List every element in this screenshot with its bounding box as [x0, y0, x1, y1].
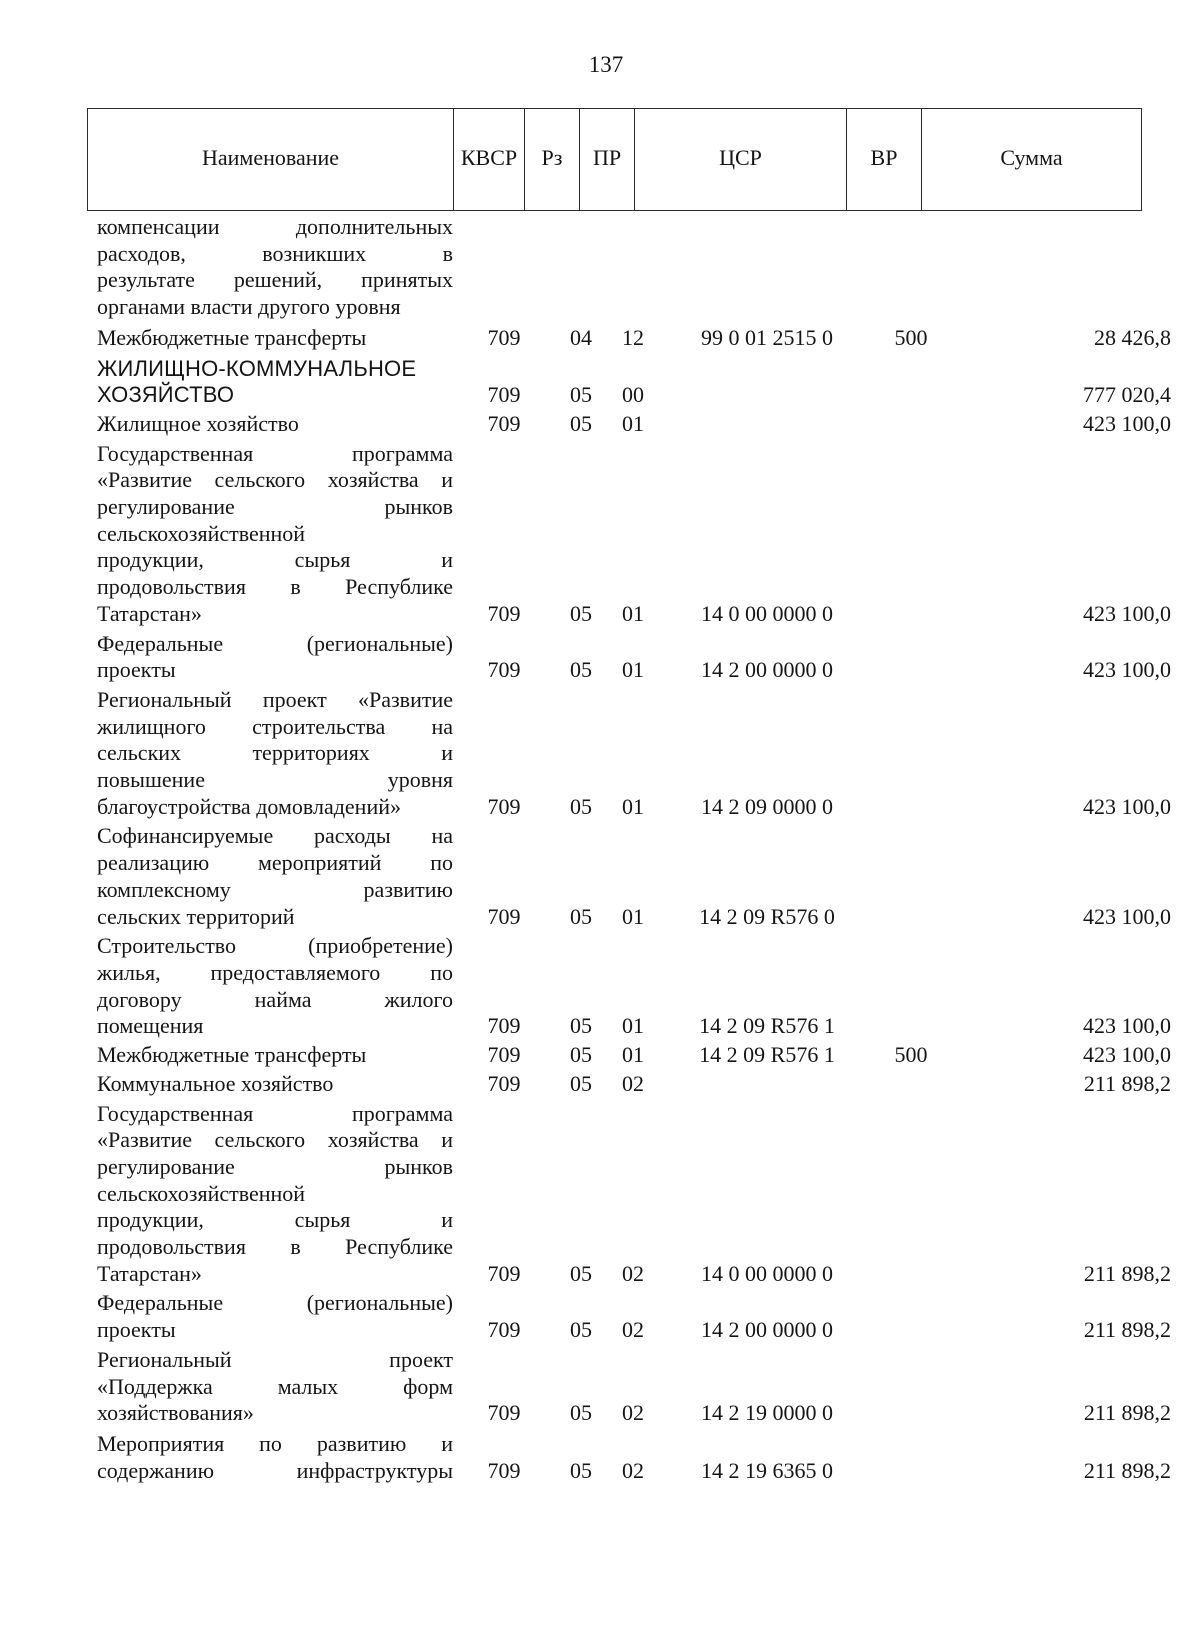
- cell-rz: 05: [570, 1070, 592, 1096]
- cell-csr: 14 2 00 0000 0: [701, 657, 833, 683]
- table-header: [87, 108, 1142, 211]
- table-row: [0, 1290, 1200, 1343]
- cell-kvsr: 709: [487, 793, 521, 819]
- cell-csr: 14 0 00 0000 0: [701, 1260, 833, 1286]
- cell-pr: 02: [622, 1400, 644, 1426]
- cell-pr: 01: [622, 793, 644, 819]
- cell-kvsr: 709: [487, 1457, 521, 1483]
- table-row: [0, 356, 1200, 409]
- cell-vr: 500: [894, 324, 928, 350]
- cell-name-line: Межбюджетные трансферты: [97, 324, 367, 350]
- cell-name-line: Межбюджетные трансферты: [97, 1042, 367, 1068]
- cell-sum: 211 898,2: [1083, 1317, 1171, 1343]
- cell-pr: 01: [622, 410, 644, 436]
- table-row: [0, 823, 1200, 930]
- table-row: [0, 1101, 1200, 1288]
- cell-name-line: «Развитие сельского хозяйства и: [97, 467, 453, 493]
- cell-pr: 02: [622, 1457, 644, 1483]
- cell-sum: 423 100,0: [1083, 410, 1171, 436]
- cell-sum: 211 898,2: [1083, 1070, 1171, 1096]
- cell-name-line: содержанию инфраструктуры: [97, 1457, 453, 1483]
- cell-name-line: Мероприятия по развитию и: [97, 1430, 453, 1456]
- cell-name: [97, 411, 453, 438]
- cell-kvsr: 709: [487, 1070, 521, 1096]
- cell-vr: 500: [894, 1042, 928, 1068]
- table-row: [0, 441, 1200, 628]
- cell-name: [97, 631, 453, 684]
- cell-name-line: сельских территорий: [97, 903, 295, 929]
- cell-name-line: ХОЗЯЙСТВО: [97, 382, 235, 408]
- cell-name-line: договору найма жилого: [97, 986, 453, 1012]
- cell-name-line: ЖИЛИЩНО-КОММУНАЛЬНОЕ: [97, 355, 417, 381]
- cell-sum: 777 020,4: [1083, 382, 1171, 408]
- table-row: [0, 1042, 1200, 1069]
- cell-name-line: Федеральные (региональные): [97, 1290, 453, 1316]
- cell-sum: 211 898,2: [1083, 1400, 1171, 1426]
- cell-rz: 05: [570, 1042, 592, 1068]
- cell-rz: 05: [570, 1013, 592, 1039]
- cell-pr: 01: [622, 657, 644, 683]
- cell-name-line: повышение уровня: [97, 767, 453, 793]
- table-row: [0, 411, 1200, 438]
- cell-kvsr: 709: [487, 410, 521, 436]
- cell-kvsr: 709: [487, 1400, 521, 1426]
- cell-name-line: Строительство (приобретение): [97, 933, 453, 959]
- header-rz: Рз: [525, 109, 580, 211]
- cell-kvsr: 709: [487, 600, 521, 626]
- cell-name-line: реализацию мероприятий по: [97, 850, 453, 876]
- cell-kvsr: 709: [487, 324, 521, 350]
- cell-kvsr: 709: [487, 1013, 521, 1039]
- cell-name: [97, 1071, 453, 1098]
- cell-rz: 05: [570, 1317, 592, 1343]
- cell-name-line: Софинансируемые расходы на: [97, 823, 453, 849]
- cell-name-line: жилья, предоставляемого по: [97, 959, 453, 985]
- header-name: Наименование: [88, 109, 454, 211]
- cell-rz: 05: [570, 382, 592, 408]
- cell-csr: 99 0 01 2515 0: [701, 324, 833, 350]
- header-csr: ЦСР: [635, 109, 847, 211]
- cell-sum: 423 100,0: [1083, 600, 1171, 626]
- cell-name-line: Коммунальное хозяйство: [97, 1070, 334, 1096]
- cell-name-line: органами власти другого уровня: [97, 294, 401, 320]
- table-row: [0, 325, 1200, 352]
- cell-name-line: жилищного строительства на: [97, 713, 453, 739]
- cell-name-line: хозяйствования»: [97, 1400, 254, 1426]
- cell-name: [97, 325, 453, 352]
- cell-name-line: Татарстан»: [97, 1260, 202, 1286]
- cell-name-line: регулирование рынков: [97, 494, 453, 520]
- cell-sum: 423 100,0: [1083, 903, 1171, 929]
- cell-name-line: расходов, возникших в: [97, 240, 453, 266]
- cell-kvsr: 709: [487, 657, 521, 683]
- cell-rz: 05: [570, 1400, 592, 1426]
- cell-rz: 05: [570, 410, 592, 436]
- cell-name-line: компенсации дополнительных: [97, 214, 453, 239]
- cell-csr: 14 2 19 0000 0: [701, 1400, 833, 1426]
- cell-name: [97, 823, 453, 930]
- cell-name: [97, 214, 453, 321]
- cell-rz: 04: [570, 324, 592, 350]
- cell-name-line: благоустройства домовладений»: [97, 793, 402, 819]
- cell-name-line: продовольствия в Республике: [97, 1234, 453, 1260]
- header-sum: Сумма: [922, 109, 1142, 211]
- cell-csr: 14 2 00 0000 0: [701, 1317, 833, 1343]
- cell-kvsr: 709: [487, 1042, 521, 1068]
- cell-name-line: сельских территориях и: [97, 740, 453, 766]
- cell-name: [97, 687, 453, 821]
- cell-rz: 05: [570, 657, 592, 683]
- cell-kvsr: 709: [487, 382, 521, 408]
- cell-sum: 423 100,0: [1083, 1013, 1171, 1039]
- table-row: [0, 933, 1200, 1040]
- cell-csr: 14 2 09 R576 1: [699, 1013, 835, 1039]
- cell-rz: 05: [570, 903, 592, 929]
- header-vr: ВР: [847, 109, 922, 211]
- cell-name: [97, 1431, 453, 1484]
- cell-name-line: продовольствия в Республике: [97, 574, 453, 600]
- cell-name: [97, 1042, 453, 1069]
- cell-sum: 423 100,0: [1083, 1042, 1171, 1068]
- cell-pr: 02: [622, 1260, 644, 1286]
- cell-pr: 00: [622, 382, 644, 408]
- cell-csr: 14 2 19 6365 0: [701, 1457, 833, 1483]
- cell-name-line: Татарстан»: [97, 600, 202, 626]
- cell-pr: 01: [622, 1013, 644, 1039]
- cell-name: [97, 441, 453, 628]
- cell-name-line: регулирование рынков: [97, 1153, 453, 1179]
- cell-name: [97, 1290, 453, 1343]
- cell-pr: 12: [622, 324, 644, 350]
- cell-rz: 05: [570, 600, 592, 626]
- cell-name-line: Государственная программа: [97, 1100, 453, 1126]
- cell-name: [97, 933, 453, 1040]
- cell-rz: 05: [570, 1457, 592, 1483]
- cell-kvsr: 709: [487, 903, 521, 929]
- cell-csr: 14 0 00 0000 0: [701, 600, 833, 626]
- table-body: [0, 211, 1200, 1484]
- cell-name-line: результате решений, принятых: [97, 267, 453, 293]
- cell-name-line: продукции, сырья и: [97, 1207, 453, 1233]
- cell-pr: 01: [622, 903, 644, 929]
- cell-name: [97, 1347, 453, 1427]
- cell-name-line: проекты: [97, 657, 176, 683]
- cell-name-line: Жилищное хозяйство: [97, 410, 299, 436]
- cell-kvsr: 709: [487, 1317, 521, 1343]
- cell-kvsr: 709: [487, 1260, 521, 1286]
- cell-rz: 05: [570, 1260, 592, 1286]
- cell-name-line: сельскохозяйственной: [97, 520, 306, 546]
- table-row: [0, 214, 1200, 321]
- cell-name-line: продукции, сырья и: [97, 547, 453, 573]
- cell-name: [97, 1101, 453, 1288]
- cell-name-line: сельскохозяйственной: [97, 1180, 306, 1206]
- cell-name-line: проекты: [97, 1317, 176, 1343]
- table-row: [0, 631, 1200, 684]
- cell-pr: 01: [622, 600, 644, 626]
- header-kvsr: КВСР: [454, 109, 525, 211]
- cell-name-line: комплексному развитию: [97, 876, 453, 902]
- cell-name-line: «Развитие сельского хозяйства и: [97, 1127, 453, 1153]
- cell-name-line: помещения: [97, 1013, 204, 1039]
- cell-sum: 28 426,8: [1094, 324, 1171, 350]
- cell-name: [97, 356, 453, 409]
- cell-sum: 211 898,2: [1083, 1457, 1171, 1483]
- cell-name-line: Региональный проект «Развитие: [97, 686, 453, 712]
- cell-sum: 423 100,0: [1083, 657, 1171, 683]
- cell-name-line: Федеральные (региональные): [97, 630, 453, 656]
- page-number: 137: [588, 52, 624, 77]
- cell-name-line: «Поддержка малых форм: [97, 1373, 453, 1399]
- cell-rz: 05: [570, 793, 592, 819]
- table-row: [0, 687, 1200, 821]
- cell-pr: 01: [622, 1042, 644, 1068]
- table-row: [0, 1347, 1200, 1427]
- cell-sum: 423 100,0: [1083, 793, 1171, 819]
- cell-csr: 14 2 09 R576 0: [699, 903, 835, 929]
- table-row: [0, 1071, 1200, 1098]
- cell-name-line: Государственная программа: [97, 440, 453, 466]
- cell-csr: 14 2 09 0000 0: [701, 793, 833, 819]
- header-pr: ПР: [580, 109, 635, 211]
- cell-sum: 211 898,2: [1083, 1260, 1171, 1286]
- cell-pr: 02: [622, 1070, 644, 1096]
- cell-csr: 14 2 09 R576 1: [699, 1042, 835, 1068]
- cell-name-line: Региональный проект: [97, 1346, 453, 1372]
- table-row: [0, 1431, 1200, 1484]
- cell-pr: 02: [622, 1317, 644, 1343]
